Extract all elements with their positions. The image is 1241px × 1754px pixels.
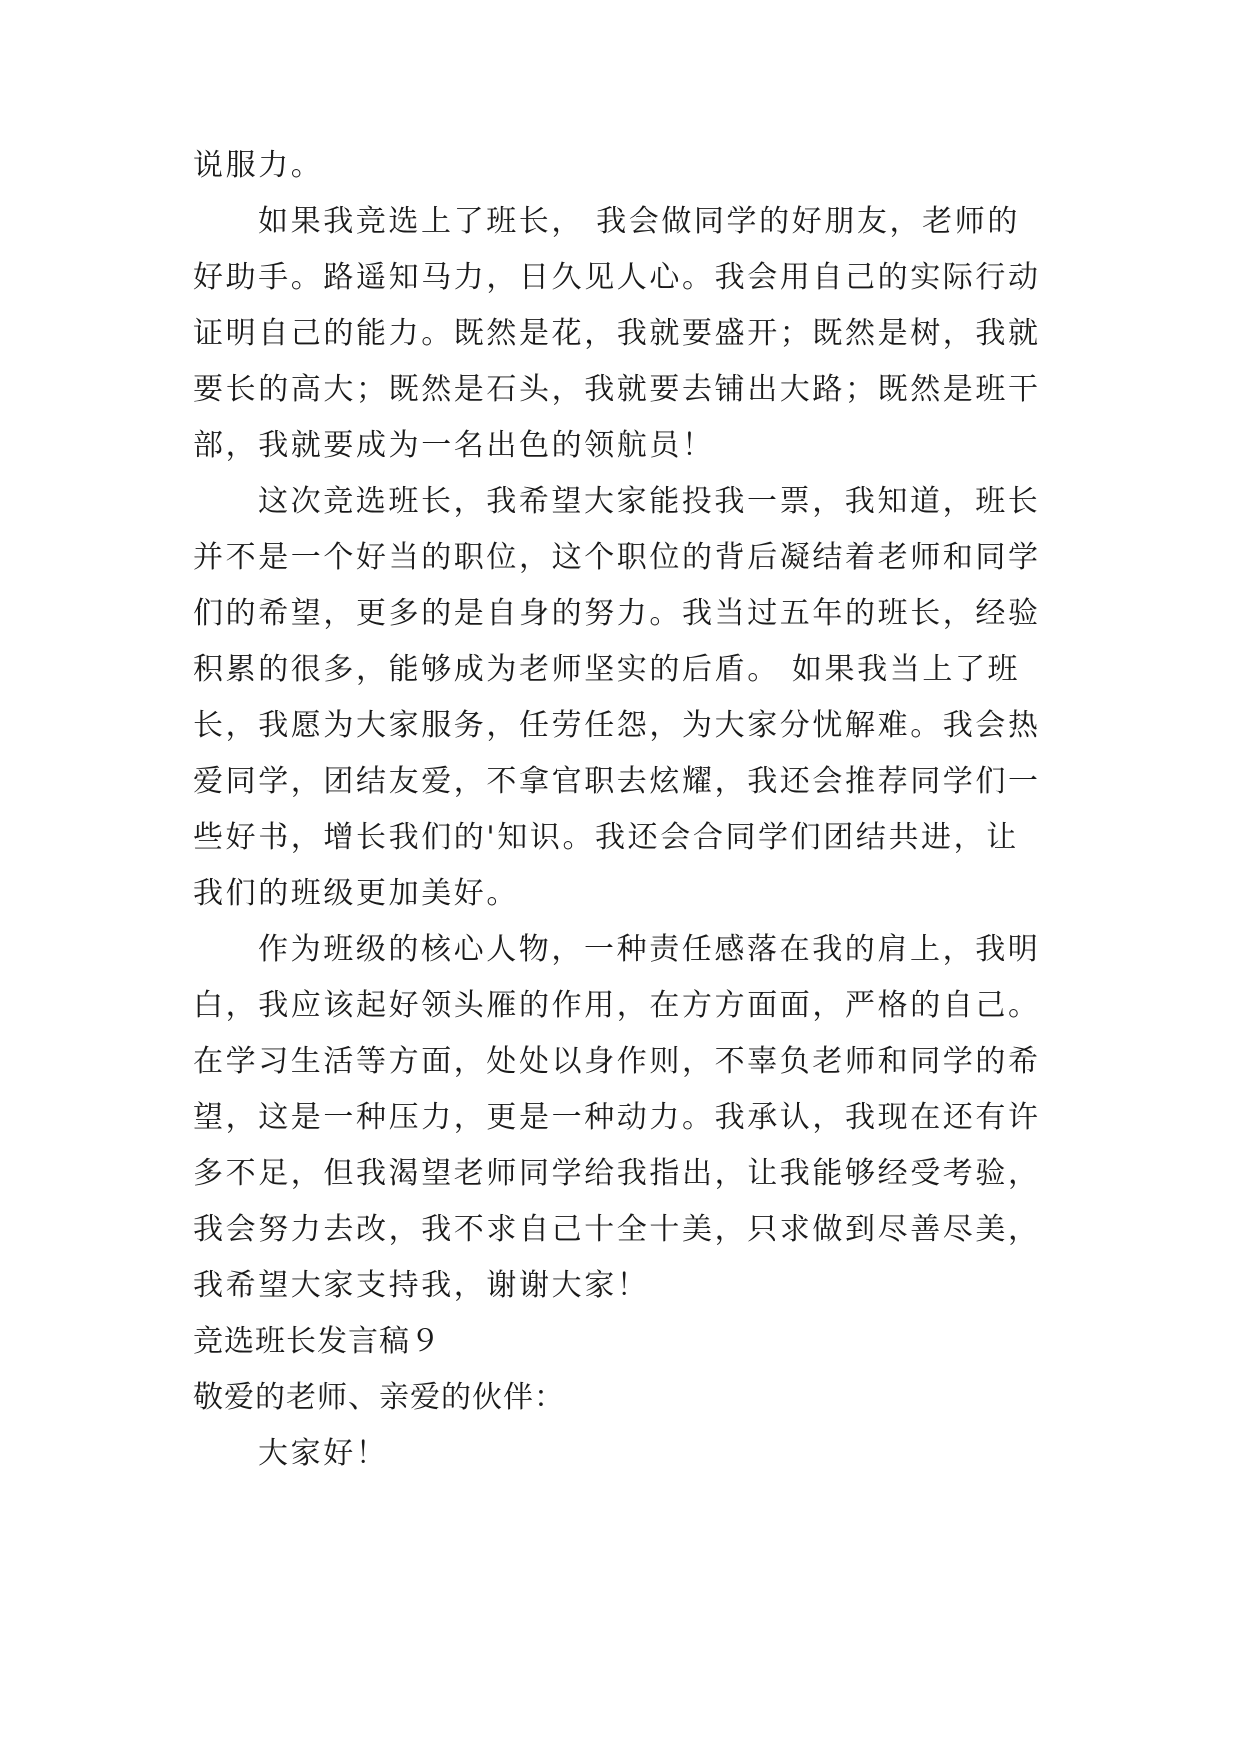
- salutation: 敬爱的老师、亲爱的伙伴：: [193, 1380, 565, 1415]
- greeting: 大家好！: [258, 1436, 389, 1471]
- text-line: 好助手。路遥知马力，日久见人心。我会用自己的实际行动: [193, 260, 1041, 295]
- text-line: 我们的班级更加美好。: [193, 876, 519, 911]
- text-line: 并不是一个好当的职位，这个职位的背后凝结着老师和同学: [193, 540, 1041, 575]
- paragraph-start-line: 作为班级的核心人物，一种责任感落在我的肩上，我明: [258, 932, 1041, 967]
- paragraph-start-line: 如果我竞选上了班长， 我会做同学的好朋友，老师的: [258, 204, 1020, 239]
- section-heading: 竞选班长发言稿９: [193, 1324, 441, 1359]
- text-line: 我希望大家支持我，谢谢大家！: [193, 1268, 650, 1303]
- text-line: 部，我就要成为一名出色的领航员！: [193, 428, 715, 463]
- text-line: 多不足，但我渴望老师同学给我指出，让我能够经受考验，: [193, 1156, 1041, 1191]
- text-line: 积累的很多，能够成为老师坚实的后盾。 如果我当上了班: [193, 652, 1021, 687]
- paragraph-start-line: 这次竞选班长，我希望大家能投我一票，我知道，班长: [258, 484, 1041, 519]
- text-line: 证明自己的能力。既然是花，我就要盛开；既然是树，我就: [193, 316, 1041, 351]
- text-line: 我会努力去改，我不求自己十全十美，只求做到尽善尽美，: [193, 1212, 1041, 1247]
- text-line: 们的希望，更多的是自身的努力。我当过五年的班长，经验: [193, 596, 1041, 631]
- text-line: 在学习生活等方面，处处以身作则，不辜负老师和同学的希: [193, 1044, 1041, 1079]
- text-line: 些好书，增长我们的'知识。我还会合同学们团结共进，让: [193, 820, 1019, 855]
- text-line: 望，这是一种压力，更是一种动力。我承认，我现在还有许: [193, 1100, 1041, 1135]
- text-line: 要长的高大；既然是石头，我就要去铺出大路；既然是班干: [193, 372, 1041, 407]
- text-line: 爱同学，团结友爱，不拿官职去炫耀，我还会推荐同学们一: [193, 764, 1041, 799]
- text-line: 长，我愿为大家服务，任劳任怨，为大家分忧解难。我会热: [193, 708, 1041, 743]
- text-line: 白，我应该起好领头雁的作用，在方方面面，严格的自己。: [193, 988, 1041, 1023]
- text-line: 说服力。: [193, 148, 324, 183]
